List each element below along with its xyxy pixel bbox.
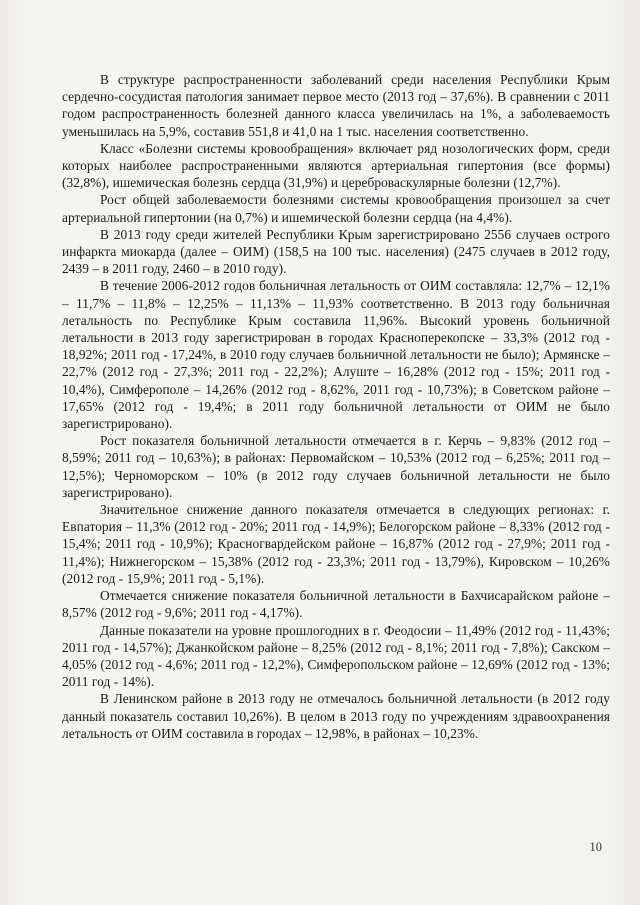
- page-number: 10: [589, 840, 602, 854]
- paragraph-cvd-prevalence: В структуре распространенности заболеваний среди населения Республики Крым сердечно-сосудистая патология занимает первое место (2013 год – 37,6%). В сравнении с 2011 годом распространенность болезней данного класса увеличилась на 1%, а заболеваемость уменьшилась на 5,9%, составив 551,8 и 41,0 на 1 тыс. населения соответственно.: [62, 72, 610, 139]
- paragraph-mortality-growth: Рост показателя больничной летальности отмечается в г. Керчь – 9,83% (2012 год – 8,59%; 2011 год – 10,63%); в районах: Первомайском – 10,53% (2012 год – 6,25%; 2011 год – 12,5%); Черноморском – 10% (в 2012 году случаев больничной летальности не было зарегистрировано).: [62, 433, 610, 500]
- paragraph-circulatory-class: Класс «Болезни системы кровообращения» включает ряд нозологических форм, среди которых наиболее распространенными являются артериальная гипертония (все формы) (32,8%), ишемическая болезнь сердца (31,9%) и цереброваскулярные болезни (12,7%).: [62, 140, 610, 191]
- document-body: [62, 71, 610, 742]
- paragraph-ami-cases: В 2013 году среди жителей Республики Крым зарегистрировано 2556 случаев острого инфаркта миокарда (далее – ОИМ) (158,5 на 100 тыс. населения) (2475 случаев в 2012 году, 2439 – в 2011 году, 2460 – в 2010 году).: [62, 226, 610, 277]
- paragraph-stable-indicators: Данные показатели на уровне прошлогодних в г. Феодосии – 11,49% (2012 год - 11,43%; 2011 год - 14,57%); Джанкойском районе – 8,25% (2012 год - 8,1%; 2011 год - 7,8%); Сакском – 4,05% (2012 год - 4,6%; 2011 год - 12,2%), Симферопольском районе – 12,69% (2012 год - 13%; 2011 год - 14%).: [62, 622, 610, 690]
- paragraph-hospital-mortality: В течение 2006-2012 годов больничная летальность от ОИМ составляла: 12,7% – 12,1% – 11,7% – 11,8% – 12,25% – 11,13% – 11,93% соответственно. В 2013 году больничная летальность по Республике Крым составила 11,96%. Высокий уровень больничной летальности в 2013 году зарегистрирован в городах Красноперекопске – 33,3% (2012 год - 18,92%; 2011 год - 17,24%, в 2010 году случаев больничной летальности не было); Армянске – 22,7% (2012 год - 27,3%; 2011 год - 22,2%); Алуште – 16,28% (2012 год - 15%; 2011 год - 10,4%), Симферополе – 14,26% (2012 год - 8,62%, 2011 год - 10,73%); в Советском районе – 17,65% (2012 год - 19,4%; в 2011 году больничной летальности от ОИМ не было зарегистрировано).: [62, 278, 610, 432]
- paragraph-incidence-growth: Рост общей заболеваемости болезнями системы кровообращения произошел за счет артериальной гипертонии (на 0,7%) и ишемической болезни сердца (на 4,4%).: [62, 192, 610, 225]
- paragraph-leninsky-summary: В Ленинском районе в 2013 году не отмечалось больничной летальности (в 2012 году данный показатель составил 10,26%). В целом в 2013 году по учреждениям здравоохранения летальность от ОИМ составила в городах – 12,98%, в районах – 10,23%.: [62, 691, 610, 741]
- paragraph-bakhchisaray: Отмечается снижение показателя больничной летальности в Бахчисарайском районе – 8,57% (2012 год - 9,6%; 2011 год - 4,17%).: [62, 588, 610, 621]
- paragraph-mortality-decrease: Значительное снижение данного показателя отмечается в следующих регионах: г. Евпатория – 11,3% (2012 год - 20%; 2011 год - 14,9%); Белогорском районе – 8,33% (2012 год - 15,4%; 2011 год - 10,9%); Красногвардейском районе – 16,87% (2012 год - 27,9%; 2011 год - 11,4%); Нижнегорском – 15,38% (2012 год - 23,3%; 2011 год - 13,79%), Кировском – 10,26% (2012 год - 15,9%; 2011 год - 5,1%).: [62, 502, 610, 586]
